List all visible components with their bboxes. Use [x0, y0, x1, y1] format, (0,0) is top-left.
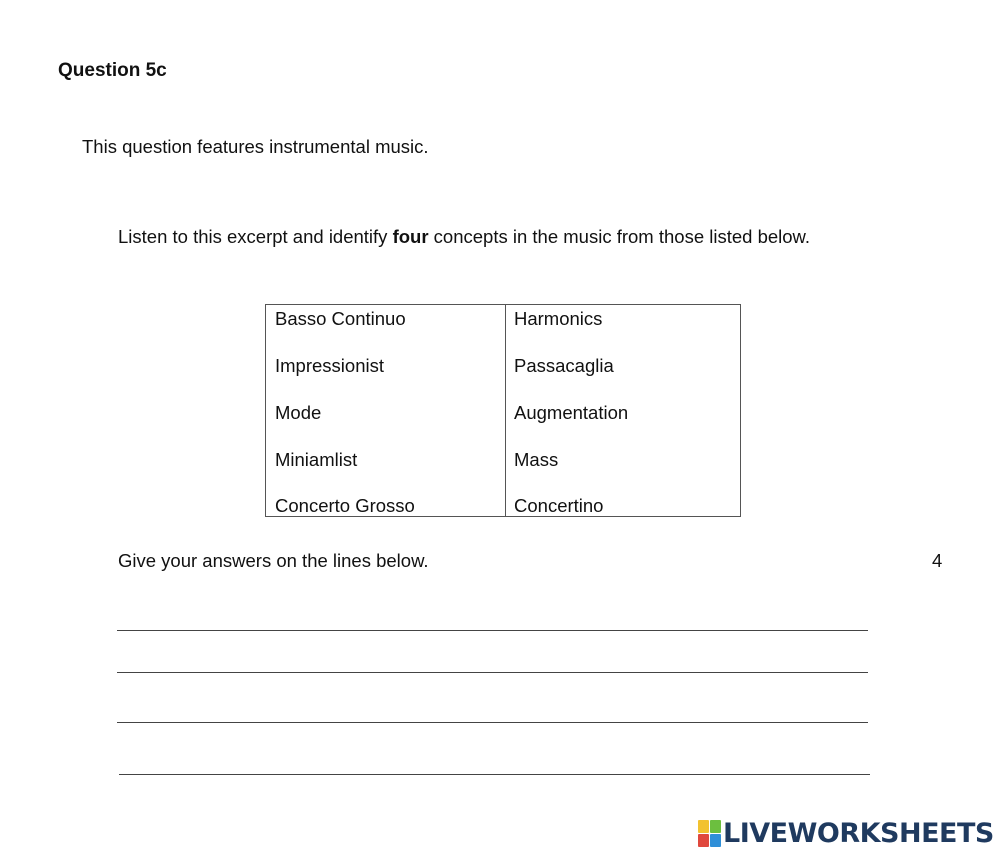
question-instruction — [118, 226, 838, 248]
question-title: Question 5c — [58, 60, 167, 81]
concept-impressionist: Impressionist — [275, 355, 384, 376]
answer-line-4[interactable] — [119, 774, 870, 775]
answer-line-3[interactable] — [117, 722, 868, 723]
concept-basso-continuo: Basso Continuo — [275, 308, 406, 329]
concept-augmentation: Augmentation — [514, 402, 629, 423]
liveworksheets-logo-text: LIVEWORKSHEETS — [723, 817, 994, 849]
table-column-divider — [505, 305, 506, 516]
concept-mass: Mass — [514, 449, 559, 470]
logo-square-icon — [698, 834, 709, 847]
logo-square-icon — [710, 820, 721, 833]
logo-square-icon — [710, 834, 721, 847]
liveworksheets-logo-icon — [698, 820, 720, 846]
answer-line-1[interactable] — [117, 630, 868, 631]
concept-passacaglia: Passacaglia — [514, 355, 614, 376]
question-intro: This question features instrumental music. — [82, 136, 429, 157]
logo-square-icon — [698, 820, 709, 833]
concept-concerto-grosso: Concerto Grosso — [275, 495, 415, 516]
concept-mode: Mode — [275, 402, 322, 423]
answer-prompt: Give your answers on the lines below. — [118, 550, 429, 571]
instruction-text-end: concepts in the music from those listed below. — [428, 226, 811, 247]
answer-line-2[interactable] — [117, 672, 868, 673]
concept-harmonics: Harmonics — [514, 308, 603, 329]
liveworksheets-logo — [698, 816, 994, 850]
marks-value: 4 — [932, 550, 943, 571]
concept-concertino: Concertino — [514, 495, 604, 516]
concept-miniamlist: Miniamlist — [275, 449, 358, 470]
instruction-text-start: Listen to this excerpt and identify — [118, 226, 393, 247]
concept-table — [265, 304, 741, 517]
instruction-emphasis: four — [392, 226, 429, 247]
